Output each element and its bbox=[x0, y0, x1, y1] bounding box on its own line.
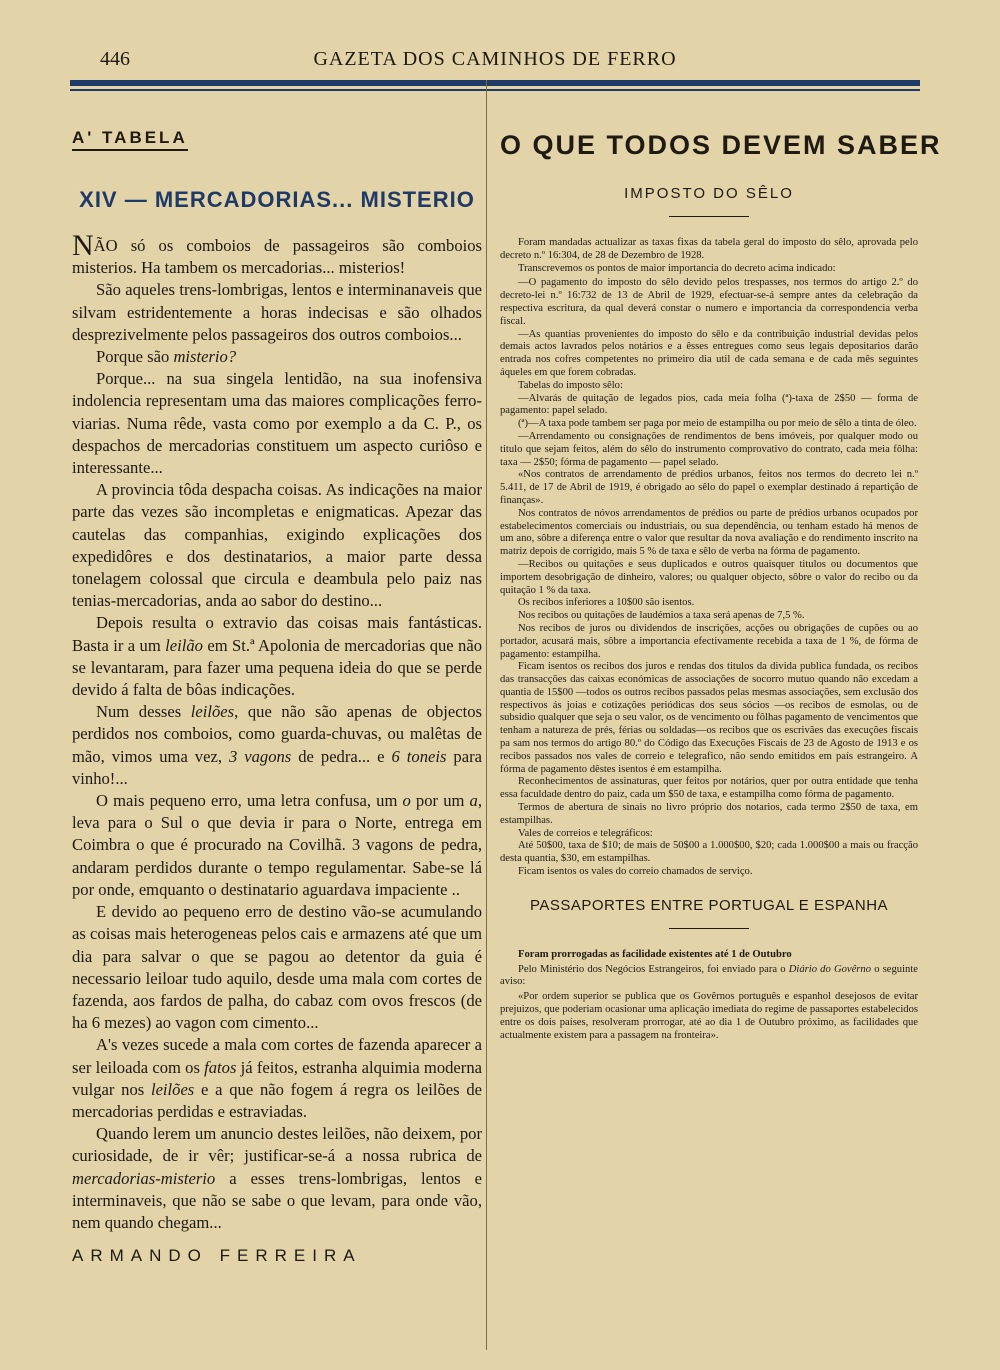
paragraph: Vales de correios e telegráficos: bbox=[518, 827, 653, 839]
paragraph: Nos recibos ou quitações de laudémios a taxa será apenas de 7,5 %. bbox=[518, 610, 805, 622]
paragraph: Nos recibos de juros ou dividendos de inscrições, acções ou obrigações de cupões ou ao portador, acusará mais, sôbre a importancia efectivamente recebida a taxa de 1 %, de fórma de pagamento: estampilha. bbox=[500, 622, 918, 660]
paragraph: Ficam isentos os recibos dos juros e rendas dos titulos da divida publica fundada, os recibos das transacções das caixas económicas de associações de socorro mutuo quando não excedam a quantia de 15$00 —todos os outros recibos passados pelas mesmas associações, sem exclusão dos respectivos ás joias e cotizações periódicas dos seus sócios —os recibos de esmolas, ou de subsidio qualquer que seja o seu valor, os de vencimento ou fôlhas pagamento de vencimentos que tenham a natureza de prés, férias ou soldadas—os recibos que os escrivães das execuções fiscais pa sam nos termos do artigo 80.º do Código das Execuções Fiscais de 23 de Agosto de 1913 e os recibos passados nos vales de correio e telegrafico, não sendo emitidos em país estrangeiro. A fórma de pagamento dêstes isentos é em estampilha. bbox=[500, 661, 918, 775]
paragraph: Porque... na sua singela lentidão, na sua inofensiva indolencia representam uma das maiores complicações ferro-viarias. Numa rêde, vasta como por exemplo a da C. P., os despachos de mercadorias constituem um aspecto curiôso e interessante... bbox=[72, 369, 482, 478]
paragraph: «Por ordem superior se publica que os Govêrnos português e espanhol desejosos de evitar prejuizos, que poderiam ocasionar uma aplicação imediata do regime de passaportes estabelecidos entre os dois países, resolveram prorrogar, até ao dia 1 de Outubro próximo, as facilidades que actualmente existem para a passagem na fronteira». bbox=[500, 991, 918, 1041]
drop-cap: N bbox=[72, 229, 94, 262]
ornament-rule bbox=[669, 216, 749, 217]
paragraph: —Recibos ou quitações e seus duplicados e outros quaisquer titulos ou documentos que importem desobrigação de dinheiro, valores; ou qualquer objecto, sôbre o valor do recibo ou da quitação 1 % da taxa. bbox=[500, 558, 918, 596]
paragraph: —Alvarás de quitação de legados pios, cada meia folha (ª)-taxa de 2$50 — forma de pagamento: papel selado. bbox=[500, 392, 918, 417]
section-kicker: A' TABELA bbox=[72, 128, 188, 151]
paragraph: São aqueles trens-lombrigas, lentos e interminanaveis que silvam estridentemente a horas indecisas e são olhados desprezivelmente pelos passageiros dos outros comboios... bbox=[72, 280, 482, 344]
header-rule-thin bbox=[70, 89, 920, 91]
paragraph: Ficam isentos os vales do correio chamados de serviço. bbox=[518, 866, 753, 878]
ornament-rule bbox=[669, 928, 749, 929]
paragraph: «Nos contratos de arrendamento de prédios urbanos, feitos nos termos do decreto lei n.º 5.411, de 17 de Abril de 1919, é obrigado ao sêlo do papel o exemplar destinado á repartição de finanças». bbox=[500, 469, 918, 506]
journal-title: GAZETA DOS CAMINHOS DE FERRO bbox=[313, 48, 677, 70]
author-signature: ARMANDO FERREIRA bbox=[72, 1246, 362, 1266]
page-number: 446 bbox=[100, 48, 130, 70]
section-title: O QUE TODOS DEVEM SABER bbox=[500, 130, 942, 160]
paragraph: —Arrendamento ou consignações de rendimentos de bens imóveis, por qualquer modo ou titulo que sejam feitos, além do sêlo do instrumento comprovativo do contrato, cada meia fôlha: taxa — 2$50; fórma de pagamento — papel selado. bbox=[500, 430, 918, 468]
paragraph: —As quantias provenientes do imposto do sêlo e da contribuição industrial devidas pelos demais actos lavrados pelos notários e a êsses entregues como seus legais depositarios darão entrada nos cofres competentes no primeiro dia util de cada semana e de cada mês seguintes áqueles em que forem cobradas. bbox=[500, 328, 918, 378]
paragraph: Porque são misterio? bbox=[96, 347, 237, 367]
passports-lead: Foram prorrogadas as facilidade existentes até 1 de Outubro bbox=[518, 948, 792, 960]
left-column bbox=[72, 128, 482, 1266]
paragraph: Tabelas do imposto sêlo: bbox=[518, 379, 623, 391]
header-rule-thick bbox=[70, 80, 920, 86]
tax-article-body bbox=[500, 237, 918, 879]
right-column bbox=[500, 128, 942, 1042]
paragraph: NÃO só os comboios de passageiros são comboios misterios. Ha tambem os mercadorias... misterios! bbox=[72, 229, 482, 278]
column-divider bbox=[486, 80, 487, 1350]
article-body bbox=[72, 229, 483, 1234]
paragraph: A provincia tôda despacha coisas. As indicações na maior parte das vezes são incompletas e enigmaticas. Apezar das cautelas das companhias, exigindo explicações dos expedidôres e dos destinatarios, a maior parte dessa tonelagem colossal que circula e deambula pelo paiz nas tenias-mercadorias, anda ao sabor do destino... bbox=[72, 480, 482, 611]
paragraph: O mais pequeno erro, uma letra confusa, um o por um a, leva para o Sul o que devia ir para o Norte, entrega em Coimbra o que é procurado na Covilhã. 3 vagons de pedra, andaram perdidos durante o tempo regulamentar. Sabe-se lá por onde, emquanto o destinatario aguardava impaciente .. bbox=[72, 791, 482, 899]
paragraph: Os recibos inferiores a 10$00 são isentos. bbox=[518, 597, 695, 609]
paragraph: Nos contratos de nóvos arrendamentos de prédios ou parte de prédios urbanos ocupados por estabelecimentos comerciais ou industriais, ou sua dependência, ou tenham estado há menos de um ano, sôbre a diferença entre o valor que resultar da nova avaliação e do rendimento inscrito na matriz depois de corrigido, mais 5 % de taxa e sêlo de verba na fórma de pagamento. bbox=[500, 507, 918, 558]
paragraph: (ª)—A taxa pode tambem ser paga por meio de estampilha ou por meio de sêlo a tinta de óleo. bbox=[518, 418, 917, 430]
paragraph: Transcrevemos os pontos de maior importancia do decreto acima indicado: bbox=[518, 262, 836, 274]
header-rules bbox=[70, 80, 920, 91]
paragraph: Depois resulta o extravio das coisas mais fantásticas. Basta ir a um leilão em St.ª Apolonia de mercadorias que não se levantaram, para fazer uma pequena ideia do que se perde devido á falta de bôas indicações. bbox=[72, 613, 482, 700]
article-title: XIV — MERCADORIAS... MISTERIO bbox=[79, 187, 475, 212]
section-subtitle: IMPOSTO DO SÊLO bbox=[624, 185, 794, 202]
paragraph: —O pagamento do imposto do sêlo devido pelos trespasses, nos termos do artigo 2.º do decreto-lei n.º 16:732 de 13 de Abril de 1929, efectuar-se-á sempre antes da celebração da respectiva escritura, da qual deverá constar o numero e importancia da correspondencia verba fiscal. bbox=[500, 277, 918, 327]
paragraph: A's vezes sucede a mala com cortes de fazenda aparecer a ser leiloada com os fatos já feitos, estranha alquimia moderna vulgar nos leilões e a que não fogem á regra os leilões de mercadorias perdidas e estraviadas. bbox=[72, 1035, 482, 1121]
paragraph: Foram mandadas actualizar as taxas fixas da tabela geral do imposto do sêlo, aprovada pelo decreto n.º 16:304, de 28 de Dezembro de 1928. bbox=[500, 237, 918, 261]
paragraph: Até 50$00, taxa de $10; de mais de 50$00 a 1.000$00, $20; cada 1.000$00 a mais ou fracção desta quantia, $30, em estampilhas. bbox=[500, 840, 918, 865]
passports-heading: PASSAPORTES ENTRE PORTUGAL E ESPANHA bbox=[529, 896, 889, 914]
page-header bbox=[70, 44, 920, 74]
paragraph: E devido ao pequeno erro de destino vão-se acumulando as coisas mais heterogeneas pelos cais e armazens até que um dia para salvar o que se pagou ao detentor da guia é necessario leiloar tudo aquilo, desde uma mala com cortes de fazenda, aos fardos de palha, do cabaz com ovos frescos (de ha 6 mezes) ao vagon com cimento... bbox=[72, 902, 482, 1033]
paragraph: Pelo Ministério dos Negócios Estrangeiros, foi enviado para o Diário do Govêrno o seguinte aviso: bbox=[500, 963, 918, 988]
passports-body bbox=[500, 949, 918, 1043]
paragraph: Termos de abertura de sinais no livro próprio dos notarios, cada termo 2$50 de taxa, em estampilhas. bbox=[500, 802, 918, 826]
paragraph: Num desses leilões, que não são apenas de objectos perdidos nos comboios, como guarda-chuvas, ou malêtas de mão, vimos uma vez, 3 vagons de pedra... e 6 toneis para vinho!... bbox=[72, 702, 483, 788]
paragraph: Reconhecimentos de assinaturas, quer feitos por notários, quer por outra entidade que tenha essa faculdade dentro do paiz, cada um $50 de taxa, e estampilha como fórma de pagamento. bbox=[500, 776, 918, 801]
paragraph: Quando lerem um anuncio destes leilões, não deixem, por curiosidade, de ir vêr; justificar-se-á a nossa rubrica de mercadorias-misterio a esses trens-lombrigas, lentos e interminaveis, que não se sabe o que levam, para onde vão, nem quando chegam... bbox=[72, 1124, 482, 1232]
